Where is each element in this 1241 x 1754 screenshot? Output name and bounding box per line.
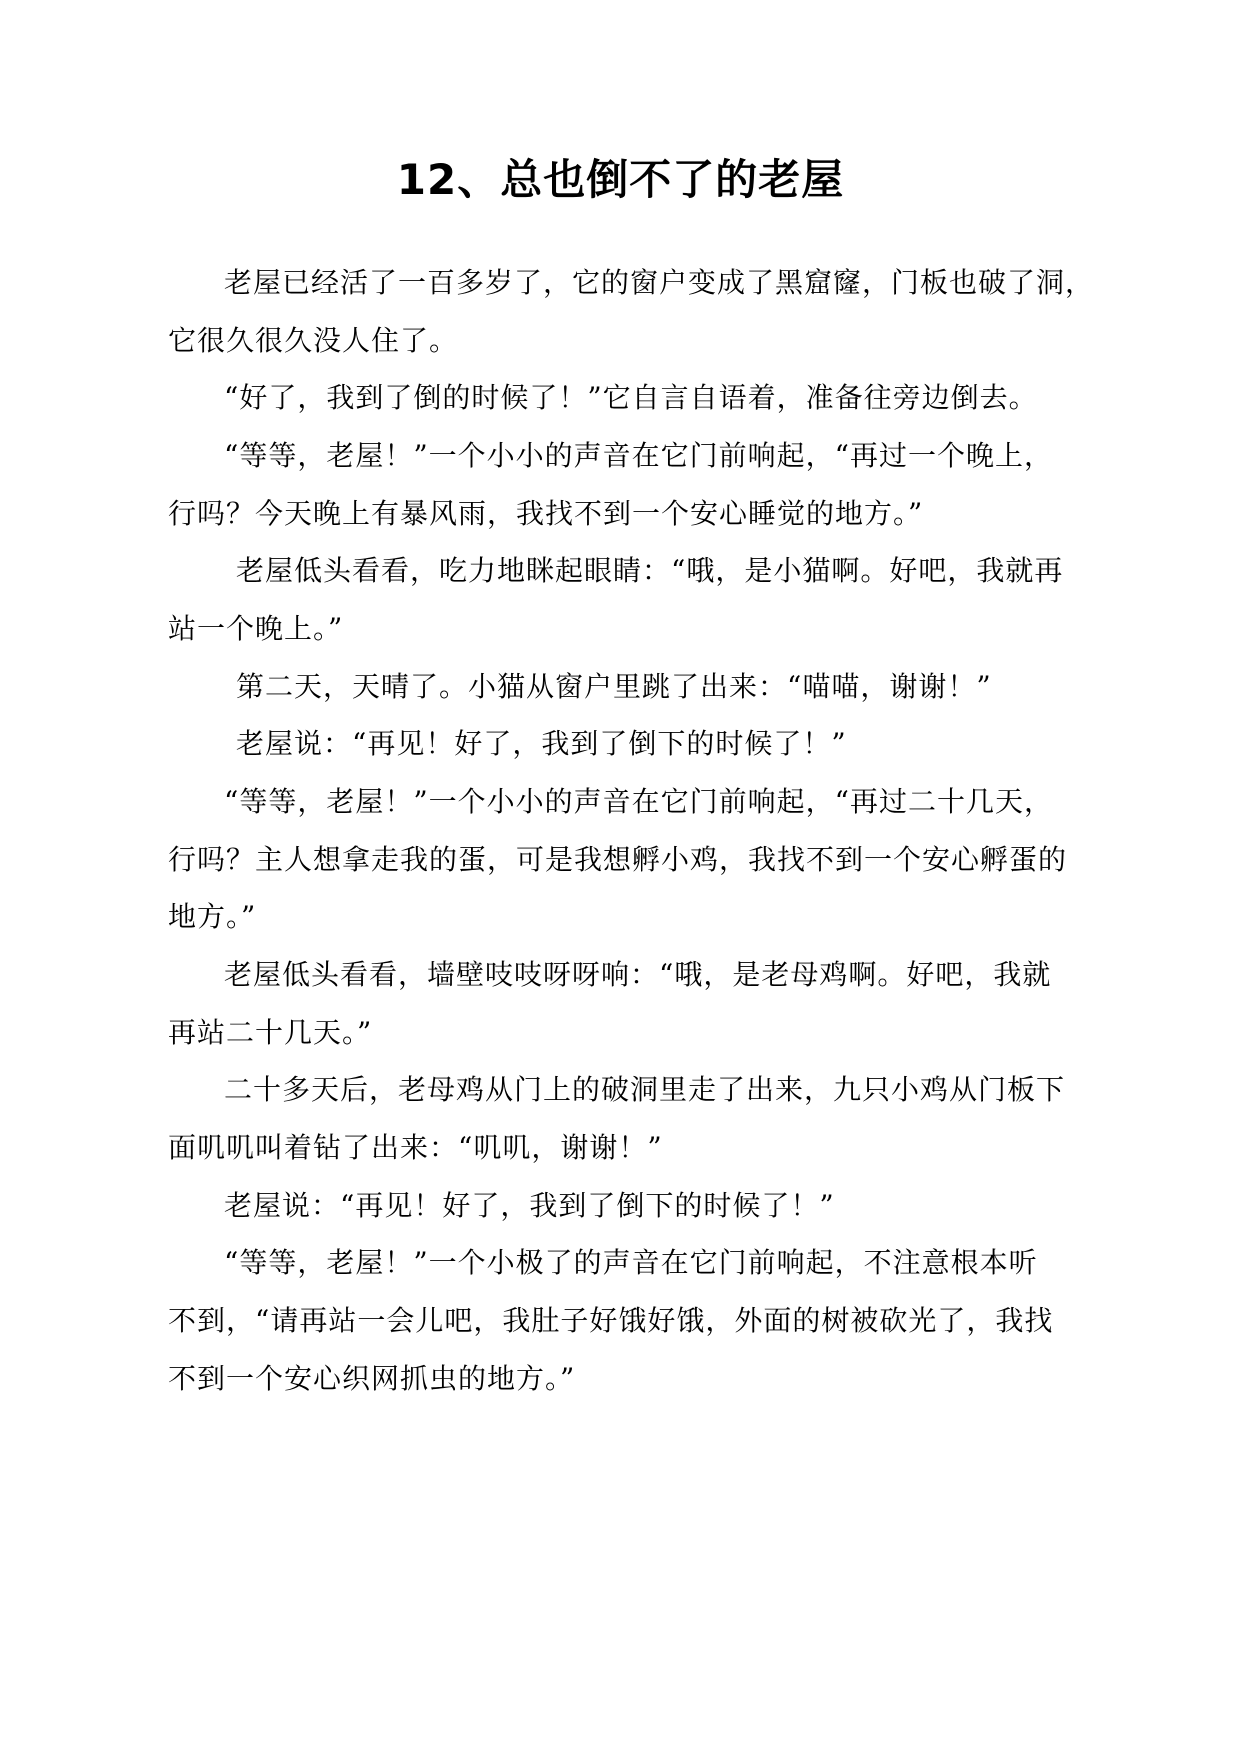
- text-line: 它很久很久没人住了。: [168, 324, 459, 357]
- text-line: 老屋说：“再见！好了，我到了倒下的时候了！”: [236, 727, 847, 760]
- text-line: 站一个晚上。”: [168, 612, 344, 645]
- text-line: “等等，老屋！”一个小极了的声音在它门前响起，不注意根本听: [224, 1246, 1038, 1279]
- text-line: “等等，老屋！”一个小小的声音在它门前响起，“再过二十几天，: [224, 785, 1053, 818]
- text-line: 第二天，天晴了。小猫从窗户里跳了出来：“喵喵，谢谢！”: [236, 670, 992, 703]
- text-line: 老屋已经活了一百多岁了，它的窗户变成了黑窟窿，门板也破了洞，: [224, 266, 1095, 299]
- text-line: 老屋说：“再见！好了，我到了倒下的时候了！”: [224, 1189, 835, 1222]
- text-line: 行吗？今天晚上有暴风雨，我找不到一个安心睡觉的地方。”: [168, 497, 924, 530]
- text-line: 老屋低头看看，墙壁吱吱呀呀响：“哦，是老母鸡啊。好吧，我就: [224, 958, 1052, 991]
- text-line: 行吗？主人想拿走我的蛋，可是我想孵小鸡，我找不到一个安心孵蛋的: [168, 843, 1068, 876]
- text-line: “等等，老屋！”一个小小的声音在它门前响起，“再过一个晚上，: [224, 439, 1053, 472]
- text-line: 不到一个安心织网抓虫的地方。”: [168, 1362, 576, 1395]
- text-line: “好了，我到了倒的时候了！”它自言自语着，准备往旁边倒去。: [224, 381, 1038, 414]
- text-line: 老屋低头看看，吃力地眯起眼睛：“哦，是小猫啊。好吧，我就再: [236, 554, 1064, 587]
- text-line: 再站二十几天。”: [168, 1016, 373, 1049]
- page-title: 12、总也倒不了的老屋: [396, 155, 845, 204]
- text-line: 不到，“请再站一会儿吧，我肚子好饿好饿，外面的树被砍光了，我找: [168, 1304, 1054, 1337]
- text-line: 二十多天后，老母鸡从门上的破洞里走了出来，九只小鸡从门板下: [224, 1073, 1066, 1106]
- text-line: 地方。”: [168, 900, 257, 933]
- text-line: 面叽叽叫着钻了出来：“叽叽，谢谢！”: [168, 1131, 663, 1164]
